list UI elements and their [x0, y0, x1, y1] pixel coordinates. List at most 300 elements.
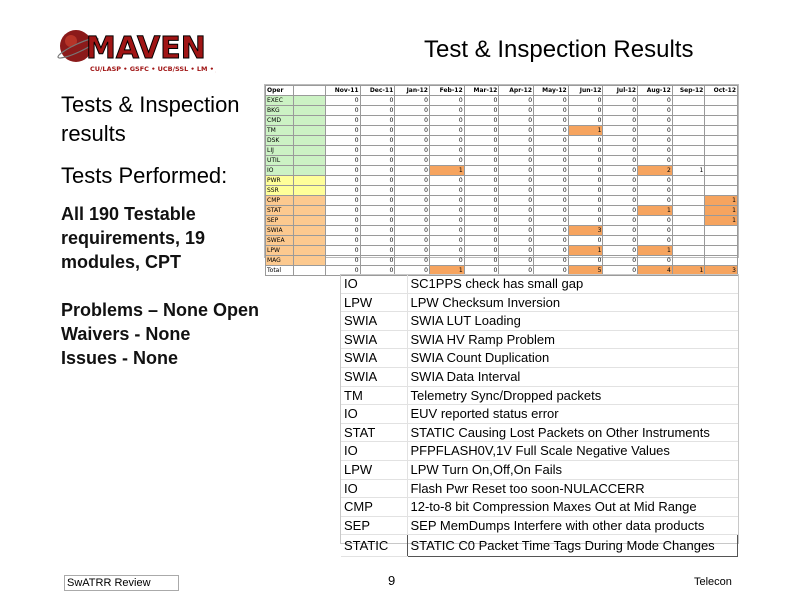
footer-telecon-label: Telecon: [694, 576, 732, 588]
matrix-value-cell: 0: [603, 116, 638, 126]
matrix-value-cell: [705, 236, 738, 246]
matrix-value-cell: 0: [603, 226, 638, 236]
matrix-header-cell: Dec-11: [360, 86, 395, 96]
matrix-value-cell: 0: [360, 216, 395, 226]
matrix-value-cell: 0: [325, 256, 360, 266]
matrix-spacer-cell: [294, 176, 326, 186]
matrix-value-cell: 0: [499, 146, 534, 156]
matrix-value-cell: 0: [534, 156, 569, 166]
problem-row: [341, 330, 738, 349]
matrix-value-cell: 0: [395, 116, 430, 126]
matrix-value-cell: 0: [603, 186, 638, 196]
matrix-value-cell: [705, 116, 738, 126]
matrix-module-cell: Total: [266, 266, 294, 276]
matrix-value-cell: 0: [568, 96, 603, 106]
matrix-value-cell: 0: [429, 216, 464, 226]
matrix-value-cell: 0: [429, 136, 464, 146]
matrix-value-cell: 0: [568, 146, 603, 156]
matrix-value-cell: 0: [429, 116, 464, 126]
matrix-value-cell: 0: [395, 266, 430, 276]
svg-text:MAVEN: MAVEN: [86, 31, 206, 66]
matrix-value-cell: 0: [603, 206, 638, 216]
matrix-value-cell: 0: [360, 206, 395, 216]
problem-description: SWIA HV Ramp Problem: [407, 330, 738, 349]
matrix-value-cell: 0: [325, 176, 360, 186]
matrix-value-cell: 0: [325, 106, 360, 116]
matrix-value-cell: [705, 96, 738, 106]
problem-module: STATIC: [341, 535, 407, 557]
matrix-value-cell: 0: [638, 106, 673, 116]
matrix-value-cell: 1: [638, 246, 673, 256]
problem-description: LPW Checksum Inversion: [407, 293, 738, 312]
matrix-value-cell: 1: [429, 166, 464, 176]
problem-row: [341, 479, 738, 498]
matrix-value-cell: 0: [429, 236, 464, 246]
matrix-value-cell: 1: [638, 206, 673, 216]
matrix-module-cell: LPW: [266, 246, 294, 256]
problems-table: [341, 275, 738, 557]
matrix-header-cell: Jul-12: [603, 86, 638, 96]
matrix-value-cell: 1: [705, 196, 738, 206]
matrix-value-cell: [672, 206, 705, 216]
issues-status: Issues - None: [61, 348, 179, 368]
matrix-value-cell: 0: [603, 136, 638, 146]
matrix-value-cell: 0: [638, 96, 673, 106]
matrix-value-cell: 0: [534, 196, 569, 206]
problem-row: [341, 405, 738, 424]
matrix-value-cell: 0: [464, 246, 499, 256]
matrix-value-cell: 0: [464, 186, 499, 196]
matrix-module-cell: SSR: [266, 186, 294, 196]
matrix-module-cell: DSK: [266, 136, 294, 146]
matrix-value-cell: [705, 176, 738, 186]
matrix-value-cell: 0: [534, 96, 569, 106]
matrix-module-cell: SWEA: [266, 236, 294, 246]
matrix-value-cell: 0: [568, 236, 603, 246]
matrix-row: [266, 196, 738, 206]
matrix-spacer-cell: [294, 136, 326, 146]
matrix-value-cell: 0: [395, 246, 430, 256]
matrix-value-cell: 0: [360, 236, 395, 246]
matrix-value-cell: [705, 156, 738, 166]
matrix-value-cell: 0: [534, 176, 569, 186]
matrix-value-cell: [705, 256, 738, 266]
matrix-value-cell: 0: [395, 96, 430, 106]
matrix-module-cell: TM: [266, 126, 294, 136]
matrix-value-cell: [672, 116, 705, 126]
problem-row: [341, 423, 738, 442]
matrix-value-cell: 0: [325, 126, 360, 136]
matrix-value-cell: [705, 166, 738, 176]
matrix-value-cell: 0: [429, 106, 464, 116]
matrix-value-cell: [672, 186, 705, 196]
matrix-value-cell: 0: [429, 156, 464, 166]
matrix-spacer-cell: [294, 156, 326, 166]
problem-row: [341, 367, 738, 386]
problem-row: [341, 442, 738, 461]
matrix-value-cell: 0: [360, 186, 395, 196]
matrix-module-cell: CMP: [266, 196, 294, 206]
matrix-value-cell: 0: [499, 176, 534, 186]
problem-description: STATIC Causing Lost Packets on Other Instruments: [407, 423, 738, 442]
problem-module: IO: [341, 479, 407, 498]
matrix-value-cell: 0: [603, 256, 638, 266]
matrix-value-cell: 0: [325, 196, 360, 206]
matrix-value-cell: 0: [499, 106, 534, 116]
matrix-value-cell: 0: [638, 156, 673, 166]
matrix-value-cell: 0: [499, 226, 534, 236]
problem-module: SWIA: [341, 330, 407, 349]
matrix-value-cell: 0: [464, 216, 499, 226]
matrix-value-cell: 0: [360, 126, 395, 136]
matrix-value-cell: 0: [603, 156, 638, 166]
matrix-value-cell: 0: [603, 216, 638, 226]
matrix-value-cell: [705, 136, 738, 146]
matrix-value-cell: 0: [360, 266, 395, 276]
matrix-value-cell: 0: [499, 186, 534, 196]
matrix-value-cell: 0: [360, 146, 395, 156]
matrix-value-cell: 0: [534, 226, 569, 236]
matrix-row: [266, 226, 738, 236]
matrix-value-cell: 3: [568, 226, 603, 236]
matrix-row: [266, 256, 738, 266]
matrix-header-cell: Nov-11: [325, 86, 360, 96]
page-number: 9: [388, 573, 396, 588]
matrix-value-cell: 0: [360, 176, 395, 186]
matrix-value-cell: 0: [395, 236, 430, 246]
matrix-value-cell: [672, 196, 705, 206]
matrix-value-cell: 0: [638, 196, 673, 206]
matrix-value-cell: 0: [638, 116, 673, 126]
matrix-value-cell: 0: [429, 176, 464, 186]
matrix-header-cell: Aug-12: [638, 86, 673, 96]
matrix-module-cell: SWIA: [266, 226, 294, 236]
problem-description: LPW Turn On,Off,On Fails: [407, 460, 738, 479]
matrix-value-cell: [672, 216, 705, 226]
problem-module: SEP: [341, 516, 407, 535]
matrix-value-cell: 0: [499, 136, 534, 146]
matrix-value-cell: 0: [499, 196, 534, 206]
matrix-value-cell: 1: [705, 206, 738, 216]
matrix-row: [266, 186, 738, 196]
matrix-value-cell: 0: [603, 266, 638, 276]
matrix-row: [266, 166, 738, 176]
matrix-spacer-cell: [294, 126, 326, 136]
matrix-value-cell: 0: [325, 146, 360, 156]
matrix-module-cell: IO: [266, 166, 294, 176]
problem-description: SWIA Data Interval: [407, 367, 738, 386]
problem-module: IO: [341, 275, 407, 293]
matrix-value-cell: 0: [568, 106, 603, 116]
matrix-header-cell: Mar-12: [464, 86, 499, 96]
matrix-value-cell: 5: [568, 266, 603, 276]
matrix-spacer-cell: [294, 186, 326, 196]
matrix-module-cell: LIJ: [266, 146, 294, 156]
matrix-value-cell: 0: [568, 206, 603, 216]
matrix-value-cell: 0: [429, 186, 464, 196]
matrix-header-cell: Oper: [266, 86, 294, 96]
matrix-value-cell: 0: [499, 256, 534, 266]
matrix-row: [266, 176, 738, 186]
problem-module: IO: [341, 405, 407, 424]
matrix-value-cell: 0: [429, 96, 464, 106]
problem-row: [341, 460, 738, 479]
matrix-value-cell: 0: [534, 246, 569, 256]
matrix-value-cell: 0: [638, 126, 673, 136]
matrix-value-cell: [705, 246, 738, 256]
matrix-value-cell: 0: [534, 126, 569, 136]
matrix-value-cell: 0: [325, 116, 360, 126]
results-matrix-table: [265, 85, 738, 276]
matrix-value-cell: 0: [638, 146, 673, 156]
waivers-status: Waivers - None: [61, 324, 191, 344]
matrix-value-cell: 0: [603, 146, 638, 156]
matrix-row: [266, 96, 738, 106]
matrix-value-cell: 0: [499, 216, 534, 226]
problem-description: Telemetry Sync/Dropped packets: [407, 386, 738, 405]
matrix-value-cell: 0: [395, 186, 430, 196]
problem-row: [341, 349, 738, 368]
maven-logo: [56, 14, 216, 76]
matrix-value-cell: 0: [638, 176, 673, 186]
matrix-spacer-cell: [294, 96, 326, 106]
matrix-row: [266, 136, 738, 146]
matrix-header-cell: Apr-12: [499, 86, 534, 96]
matrix-value-cell: 0: [360, 96, 395, 106]
matrix-value-cell: [672, 106, 705, 116]
matrix-value-cell: [672, 146, 705, 156]
matrix-value-cell: 0: [325, 216, 360, 226]
matrix-value-cell: 0: [638, 256, 673, 266]
problem-module: TM: [341, 386, 407, 405]
matrix-value-cell: 0: [534, 266, 569, 276]
matrix-value-cell: 0: [603, 196, 638, 206]
matrix-value-cell: 3: [705, 266, 738, 276]
problem-description: SEP MemDumps Interfere with other data products: [407, 516, 738, 535]
matrix-value-cell: 0: [638, 236, 673, 246]
problem-module: LPW: [341, 293, 407, 312]
matrix-value-cell: 0: [568, 256, 603, 266]
testable-requirements-text: All 190 Testable requirements, 19 modules, CPT: [61, 204, 206, 272]
matrix-value-cell: 0: [499, 266, 534, 276]
matrix-value-cell: 0: [464, 136, 499, 146]
matrix-value-cell: 0: [568, 176, 603, 186]
matrix-value-cell: 0: [534, 146, 569, 156]
matrix-value-cell: 0: [534, 236, 569, 246]
matrix-value-cell: 0: [603, 246, 638, 256]
matrix-value-cell: 0: [325, 226, 360, 236]
matrix-value-cell: 0: [603, 106, 638, 116]
matrix-spacer-cell: [294, 196, 326, 206]
matrix-value-cell: 0: [395, 166, 430, 176]
matrix-header-cell: Oct-12: [705, 86, 738, 96]
matrix-value-cell: 0: [568, 166, 603, 176]
left-heading: Tests & Inspection results: [61, 92, 240, 146]
matrix-spacer-cell: [294, 116, 326, 126]
matrix-value-cell: 0: [534, 256, 569, 266]
matrix-spacer-cell: [294, 266, 326, 276]
matrix-value-cell: 0: [429, 256, 464, 266]
matrix-value-cell: 0: [568, 186, 603, 196]
problem-description: SWIA Count Duplication: [407, 349, 738, 368]
matrix-value-cell: 0: [464, 156, 499, 166]
problems-list: [340, 274, 739, 554]
problem-module: CMP: [341, 498, 407, 517]
problem-row: [341, 312, 738, 331]
matrix-value-cell: 0: [638, 186, 673, 196]
matrix-value-cell: 0: [603, 166, 638, 176]
matrix-value-cell: 0: [464, 226, 499, 236]
matrix-value-cell: 0: [395, 146, 430, 156]
matrix-header-row: [266, 86, 738, 96]
problem-module: STAT: [341, 423, 407, 442]
problem-description: EUV reported status error: [407, 405, 738, 424]
matrix-module-cell: BKG: [266, 106, 294, 116]
matrix-value-cell: 0: [360, 116, 395, 126]
matrix-row: [266, 146, 738, 156]
matrix-row: [266, 116, 738, 126]
matrix-value-cell: 0: [464, 236, 499, 246]
problem-description: 12-to-8 bit Compression Maxes Out at Mid Range: [407, 498, 738, 517]
problem-module: SWIA: [341, 349, 407, 368]
problems-status: Problems – None Open: [61, 300, 260, 320]
status-block: [61, 298, 259, 370]
matrix-spacer-cell: [294, 216, 326, 226]
matrix-spacer-cell: [294, 236, 326, 246]
matrix-value-cell: 0: [429, 146, 464, 156]
matrix-module-cell: STAT: [266, 206, 294, 216]
matrix-value-cell: 0: [464, 196, 499, 206]
matrix-value-cell: 0: [360, 136, 395, 146]
matrix-value-cell: 0: [360, 196, 395, 206]
matrix-row: [266, 246, 738, 256]
matrix-value-cell: 0: [568, 196, 603, 206]
matrix-value-cell: 0: [499, 236, 534, 246]
matrix-row: [266, 126, 738, 136]
svg-text:CU/LASP • GSFC • UCB/SSL • LM: CU/LASP • GSFC • UCB/SSL • LM • JPL: [90, 65, 216, 73]
matrix-value-cell: 0: [603, 236, 638, 246]
matrix-value-cell: 0: [429, 226, 464, 236]
matrix-value-cell: 0: [568, 156, 603, 166]
problem-row: [341, 293, 738, 312]
matrix-value-cell: 1: [429, 266, 464, 276]
matrix-value-cell: 0: [325, 236, 360, 246]
matrix-module-cell: EXEC: [266, 96, 294, 106]
matrix-spacer-cell: [294, 166, 326, 176]
matrix-value-cell: 0: [325, 266, 360, 276]
matrix-value-cell: [672, 176, 705, 186]
matrix-header-cell: Jun-12: [568, 86, 603, 96]
matrix-value-cell: 0: [499, 96, 534, 106]
matrix-value-cell: 0: [464, 176, 499, 186]
matrix-value-cell: 1: [672, 166, 705, 176]
matrix-value-cell: 0: [395, 206, 430, 216]
problem-row: [341, 535, 738, 557]
matrix-value-cell: 0: [603, 96, 638, 106]
footer-review-label: SwATRR Review: [64, 575, 179, 591]
problem-description: PFPFLASH0V,1V Full Scale Negative Values: [407, 442, 738, 461]
matrix-value-cell: 2: [638, 166, 673, 176]
matrix-value-cell: 0: [360, 106, 395, 116]
matrix-value-cell: 0: [325, 96, 360, 106]
matrix-value-cell: 0: [638, 136, 673, 146]
matrix-row: [266, 216, 738, 226]
problem-module: SWIA: [341, 367, 407, 386]
matrix-value-cell: 0: [325, 206, 360, 216]
matrix-header-cell: Sep-12: [672, 86, 705, 96]
matrix-header-cell: Feb-12: [429, 86, 464, 96]
matrix-spacer-cell: [294, 256, 326, 266]
matrix-value-cell: 0: [534, 206, 569, 216]
matrix-value-cell: 0: [638, 226, 673, 236]
matrix-row: [266, 156, 738, 166]
matrix-value-cell: [672, 136, 705, 146]
matrix-value-cell: 0: [325, 246, 360, 256]
problem-row: [341, 516, 738, 535]
matrix-value-cell: 0: [499, 246, 534, 256]
matrix-value-cell: 0: [464, 126, 499, 136]
slide-title: Test & Inspection Results: [424, 36, 694, 63]
matrix-value-cell: 0: [499, 166, 534, 176]
matrix-value-cell: 0: [464, 256, 499, 266]
matrix-value-cell: [705, 186, 738, 196]
matrix-value-cell: 0: [325, 166, 360, 176]
matrix-value-cell: 0: [395, 196, 430, 206]
tests-performed-label: Tests Performed:: [61, 163, 228, 188]
matrix-value-cell: [705, 126, 738, 136]
problem-description: Flash Pwr Reset too soon-NULACCERR: [407, 479, 738, 498]
matrix-value-cell: 0: [603, 176, 638, 186]
matrix-value-cell: 1: [568, 126, 603, 136]
matrix-value-cell: 0: [395, 136, 430, 146]
matrix-value-cell: 0: [464, 166, 499, 176]
matrix-value-cell: 0: [395, 226, 430, 236]
matrix-value-cell: 0: [395, 106, 430, 116]
matrix-value-cell: 0: [464, 146, 499, 156]
matrix-row: [266, 106, 738, 116]
matrix-spacer-cell: [294, 106, 326, 116]
matrix-value-cell: 0: [395, 216, 430, 226]
matrix-header-cell: Jan-12: [395, 86, 430, 96]
matrix-value-cell: 0: [429, 126, 464, 136]
matrix-value-cell: 0: [464, 106, 499, 116]
problem-description: SWIA LUT Loading: [407, 312, 738, 331]
matrix-spacer-cell: [294, 146, 326, 156]
matrix-value-cell: 0: [534, 136, 569, 146]
matrix-value-cell: 0: [534, 216, 569, 226]
matrix-module-cell: PWR: [266, 176, 294, 186]
matrix-value-cell: 0: [534, 106, 569, 116]
problem-row: [341, 498, 738, 517]
matrix-value-cell: 0: [325, 156, 360, 166]
matrix-value-cell: [672, 156, 705, 166]
matrix-value-cell: 0: [534, 116, 569, 126]
matrix-value-cell: [672, 246, 705, 256]
matrix-value-cell: 0: [429, 196, 464, 206]
matrix-value-cell: 0: [360, 256, 395, 266]
matrix-value-cell: 0: [499, 116, 534, 126]
matrix-value-cell: 0: [360, 246, 395, 256]
matrix-value-cell: 0: [464, 96, 499, 106]
matrix-value-cell: [672, 226, 705, 236]
matrix-value-cell: 0: [568, 216, 603, 226]
matrix-value-cell: 0: [395, 126, 430, 136]
matrix-value-cell: 0: [325, 186, 360, 196]
matrix-value-cell: 0: [638, 216, 673, 226]
matrix-value-cell: 0: [534, 186, 569, 196]
matrix-value-cell: 1: [705, 216, 738, 226]
problem-module: LPW: [341, 460, 407, 479]
